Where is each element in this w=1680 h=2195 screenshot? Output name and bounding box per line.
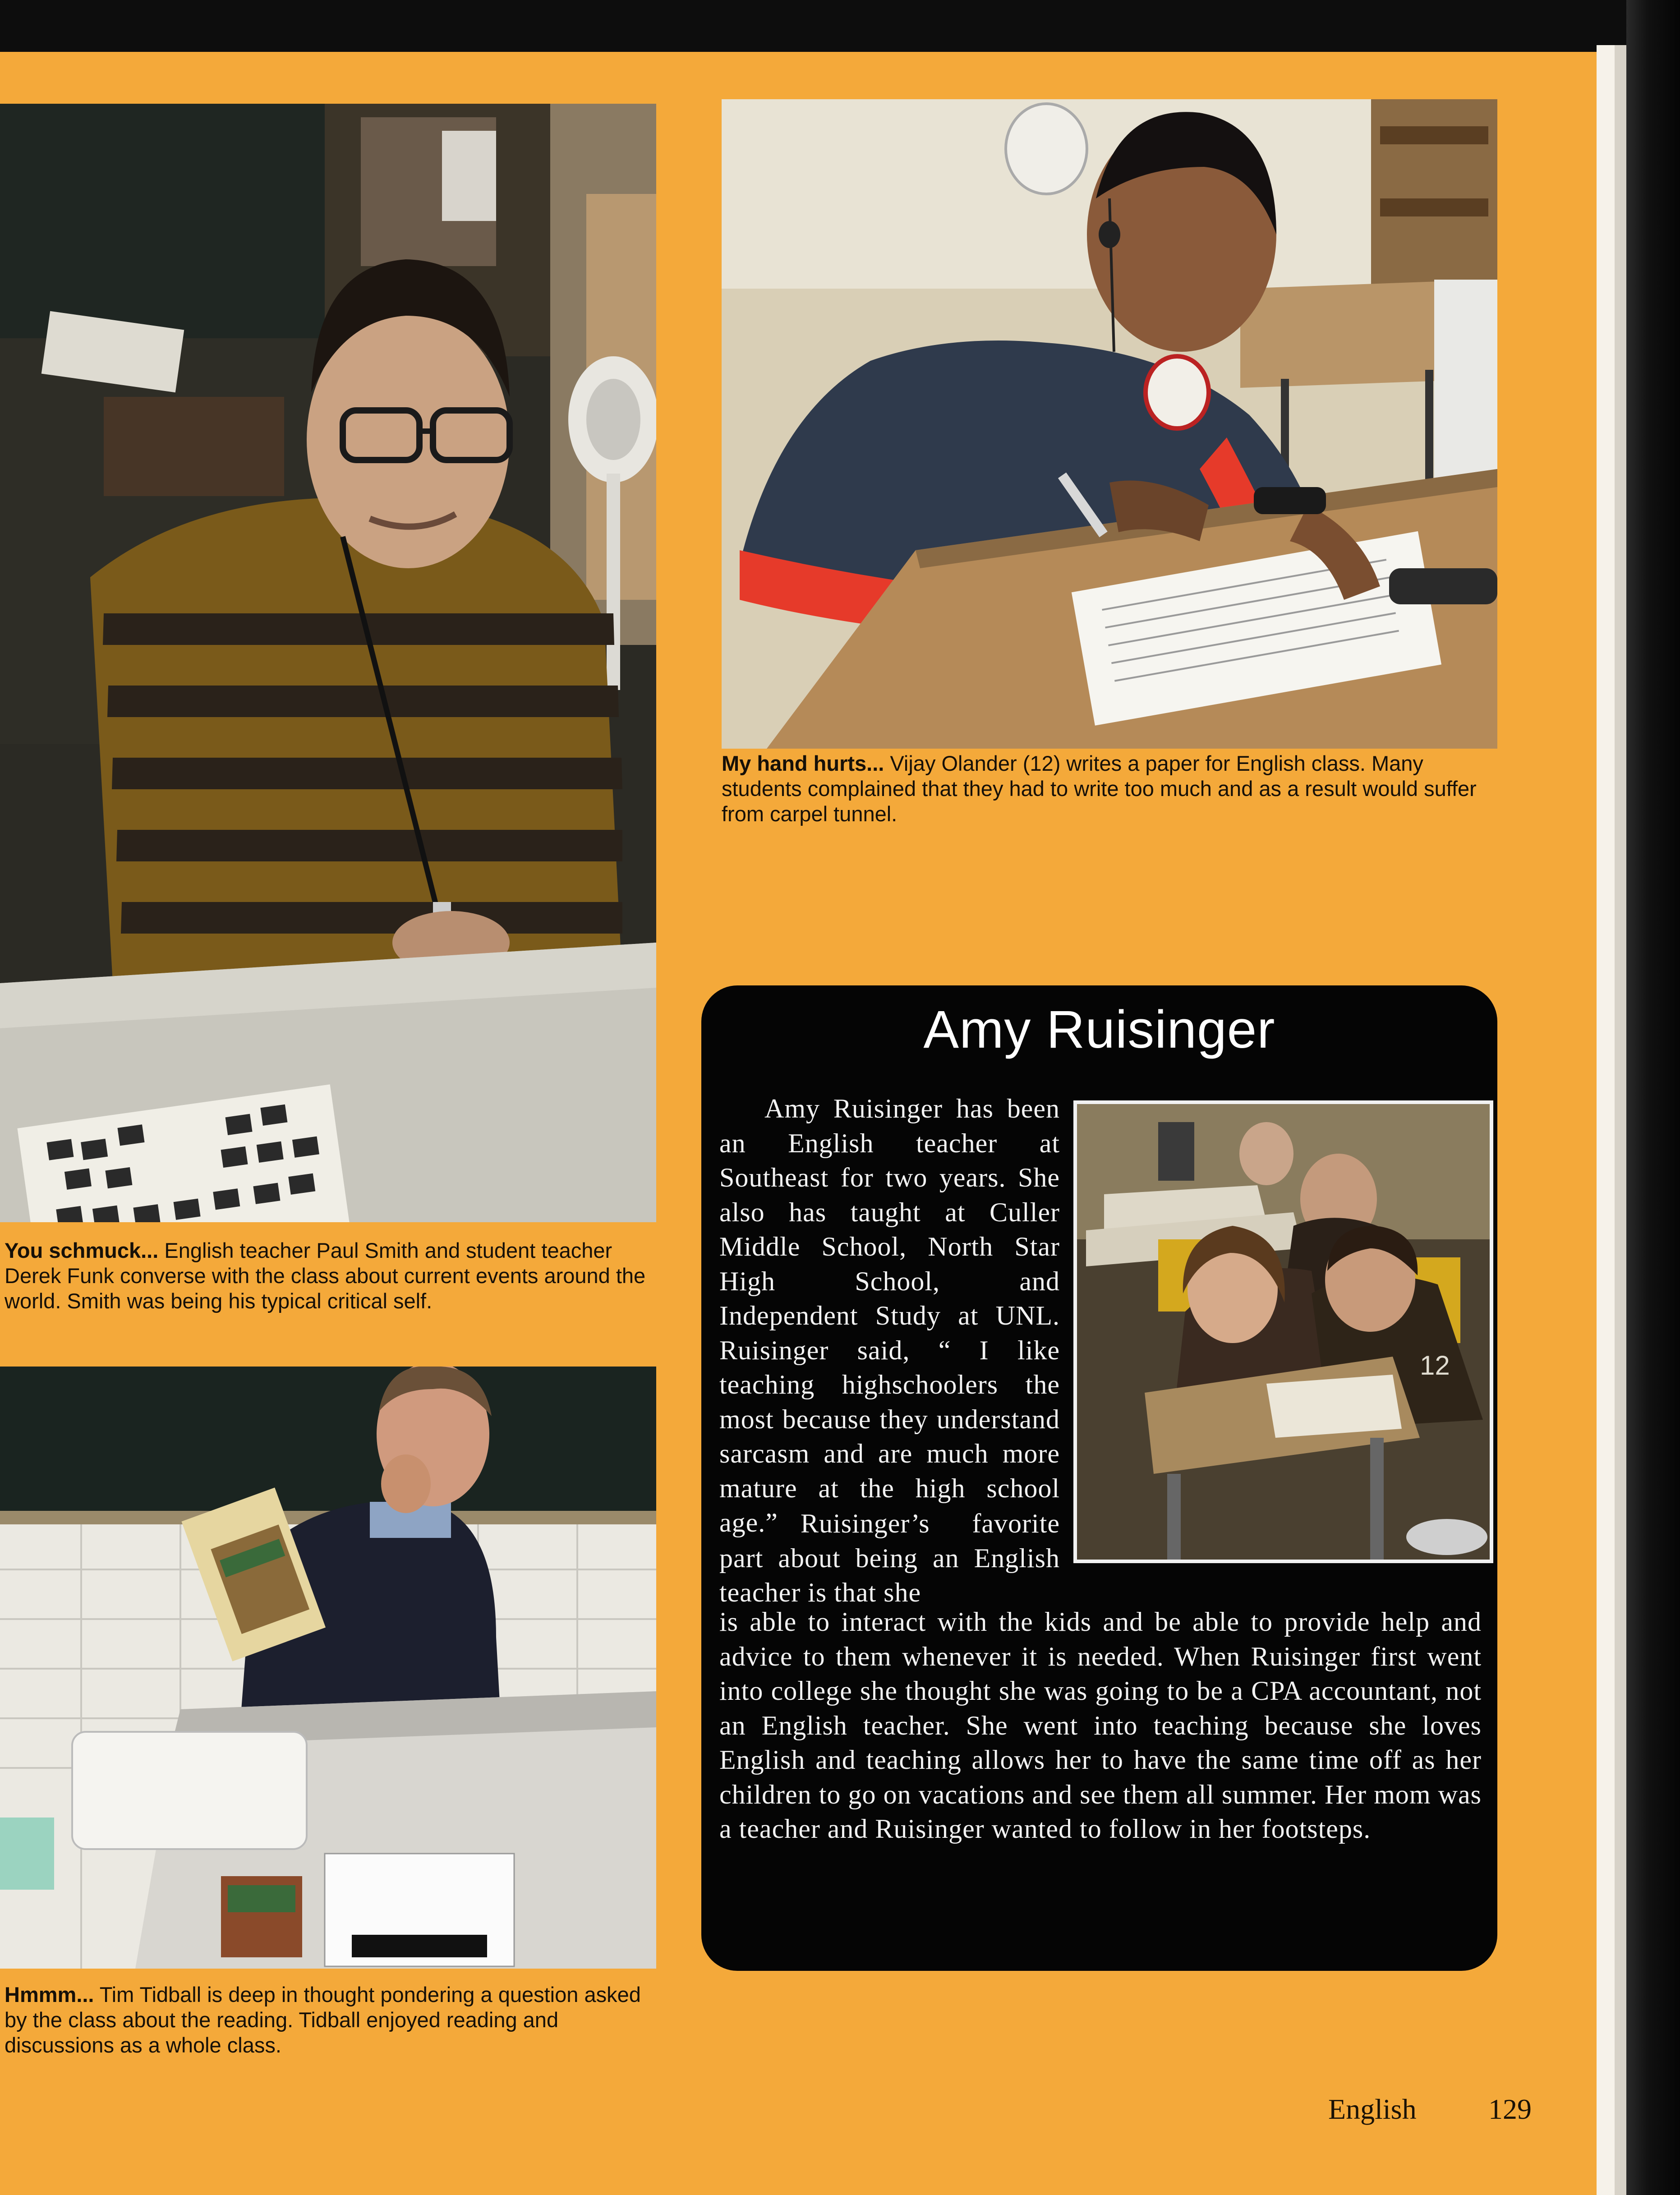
book-spine	[1626, 0, 1680, 2195]
page-number: 129	[1488, 2093, 1532, 2125]
profile-paragraph-2-rest: is able to interact with the kids and be able to provide help and advice to them whenever it is needed. When Ruisinger first went into college she thought she was going to be a CPA accountant, not an English teacher. She went into teaching because she loves English and teaching allows her to have the same time off as her children to go on vacations and see them all summer. Her mom was a teacher and Ruisinger wanted to follow in her footsteps.	[719, 1607, 1482, 1844]
svg-text:12: 12	[1420, 1350, 1450, 1381]
tidball-caption	[5, 1982, 656, 2058]
smith-caption-text: English teacher Paul Smith and student teacher Derek Funk converse with the class about current events around the world. Smith was being his typical critical self.	[5, 1238, 646, 1313]
profile-title: Amy Ruisinger	[923, 1000, 1275, 1059]
ruisinger-class-photo	[1073, 1100, 1493, 1563]
smith-caption	[5, 1238, 656, 1314]
teacher-profile-box	[701, 985, 1497, 1971]
olander-caption	[722, 751, 1497, 827]
section-label: English	[1328, 2093, 1417, 2125]
tidball-caption-text: Tim Tidball is deep in thought pondering a question asked by the class about the reading. Tidball enjoyed reading and discussions as a whole class.	[5, 1983, 641, 2057]
profile-paragraph-1: Amy Ruisinger has been an English teacher at Southeast for two years. She also has taught at Culler Middle School, North Star High School, and Independent Study at UNL. Ruisinger said, “ I like teaching highschoolers the most because they understand sarcasm and are much more mature at the high school age.”	[719, 1094, 1060, 1537]
smith-caption-lead: You schmuck...	[5, 1238, 159, 1262]
tidball-caption-lead: Hmmm...	[5, 1983, 94, 2006]
olander-caption-text: Vijay Olander (12) writes a paper for English class. Many students complained that they had to write too much and as a result would suffer from carpel tunnel.	[722, 751, 1477, 826]
paper-edge-shadow	[1615, 45, 1626, 2195]
olander-caption-lead: My hand hurts...	[722, 751, 884, 775]
olander-writing-photo	[722, 99, 1497, 749]
paper-edge	[1597, 45, 1615, 2195]
profile-paragraph-2-start: Ruisinger’s favorite part about being an English teacher is that she	[719, 1509, 1060, 1607]
smith-classroom-photo	[0, 104, 656, 1222]
tidball-reading-photo	[0, 1367, 656, 1969]
